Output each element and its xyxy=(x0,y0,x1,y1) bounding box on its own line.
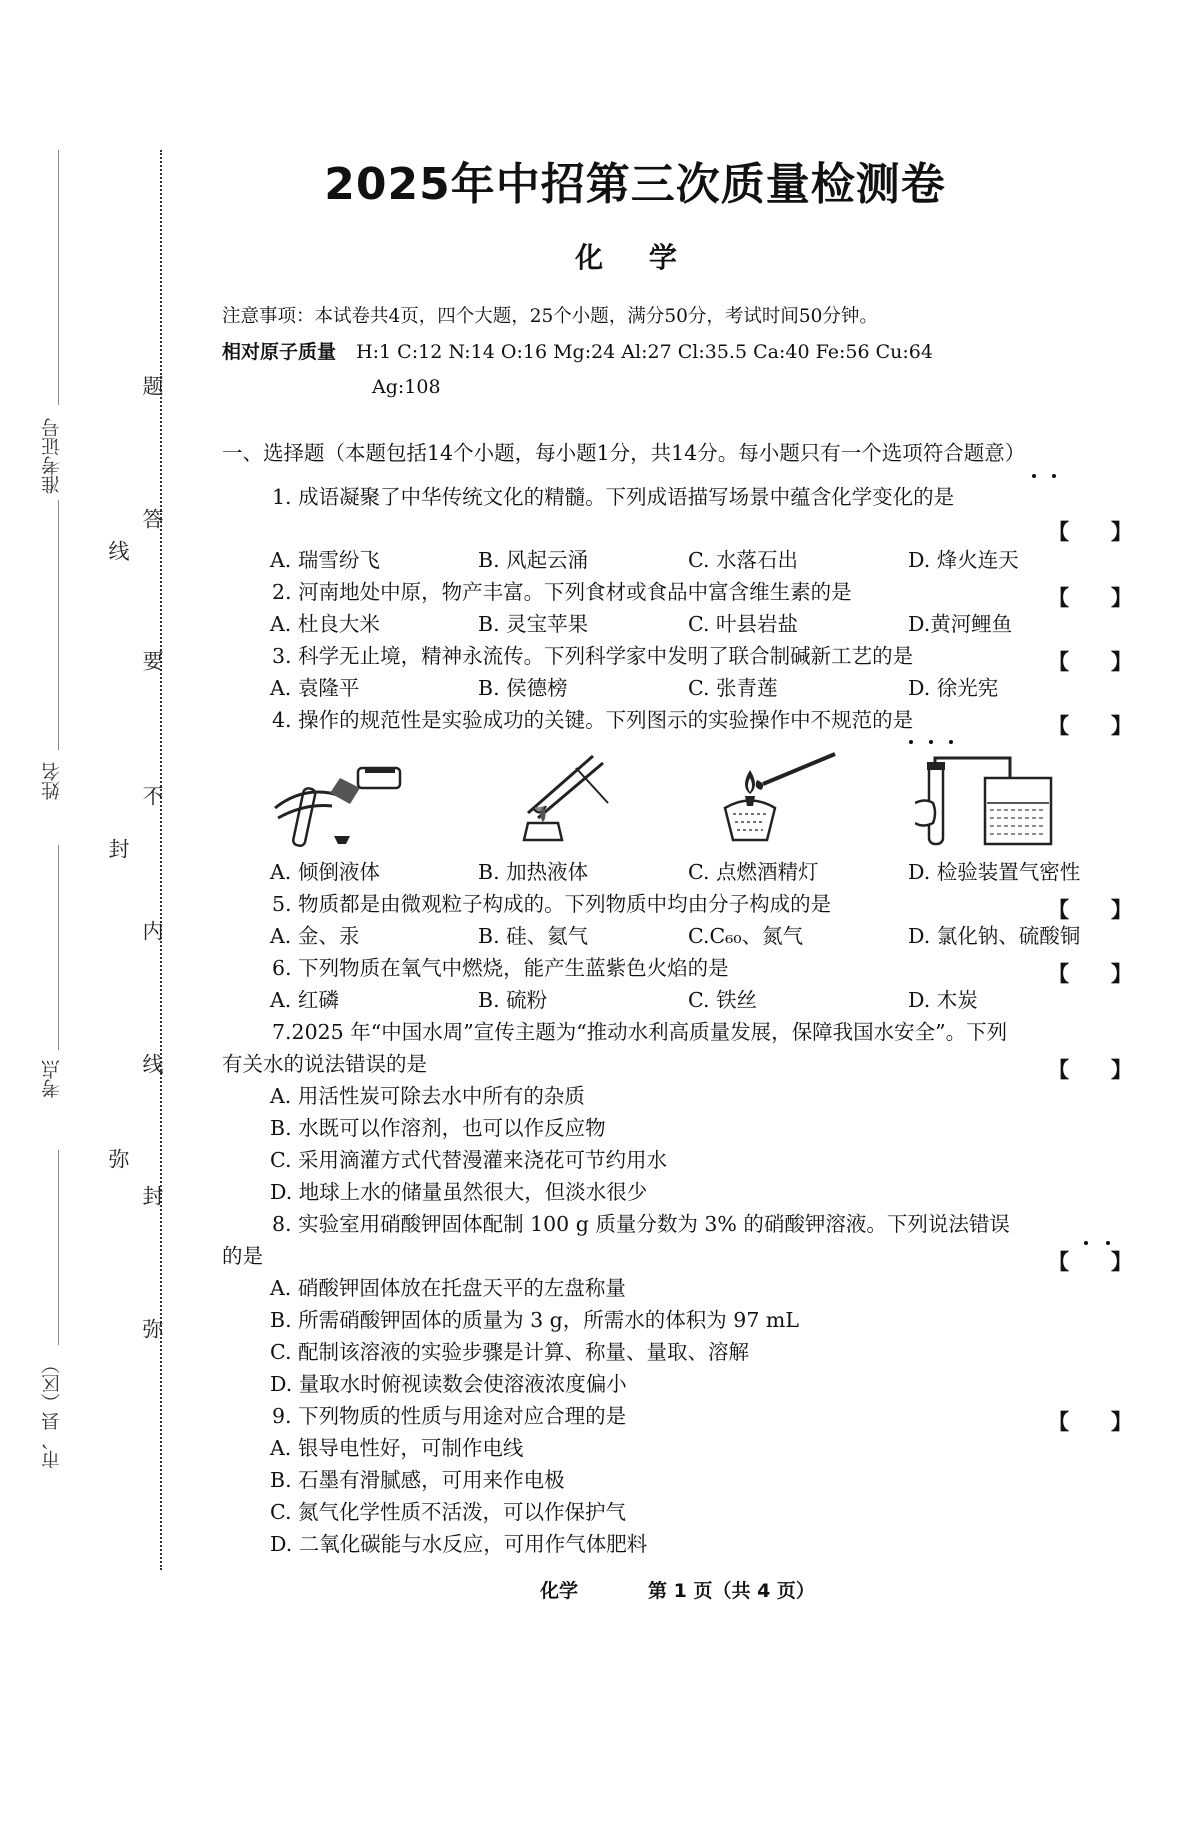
q2-option-c: C. 叶县岩盐 xyxy=(688,612,798,636)
atomic-mass-label: 相对原子质量 xyxy=(222,341,337,363)
answer-bracket-6[interactable]: 【 】 xyxy=(1048,962,1132,986)
field-name-label: 姓名 xyxy=(41,762,63,800)
atomic-mass-values: H:1 C:12 N:14 O:16 Mg:24 Al:27 Cl:35.5 Ca:40 Fe:56 Cu:64 xyxy=(356,341,933,363)
lighting-alcohol-lamp-illustration xyxy=(695,748,845,848)
seal-mark-outer: 线 xyxy=(106,540,130,561)
q7-option-b: B. 水既可以作溶剂，也可以作反应物 xyxy=(270,1116,606,1140)
q4-option-a: A. 倾倒液体 xyxy=(270,860,380,884)
question-2-stem: 2. 河南地处中原，物产丰富。下列食材或食品中富含维生素的是 xyxy=(272,580,852,604)
q8-option-c: C. 配制该溶液的实验步骤是计算、称量、量取、溶解 xyxy=(270,1340,749,1364)
seal-mark-outer: 封 xyxy=(106,838,130,859)
question-7-stem-line2: 有关水的说法错误的是 xyxy=(222,1052,427,1076)
footer-page-number: 第 1 页（共 4 页） xyxy=(648,1580,815,1602)
q1-option-d: D. 烽火连天 xyxy=(908,548,1019,572)
emphasis-dot xyxy=(929,740,933,744)
q1-option-c: C. 水落石出 xyxy=(688,548,798,572)
seal-mark: 内 xyxy=(140,920,164,941)
answer-bracket-3[interactable]: 【 】 xyxy=(1048,650,1132,674)
q3-option-d: D. 徐光宪 xyxy=(908,676,999,700)
answer-bracket-7[interactable]: 【 】 xyxy=(1048,1058,1132,1082)
q9-option-a: A. 银导电性好，可制作电线 xyxy=(270,1436,524,1460)
seal-mark-outer: 弥 xyxy=(106,1148,130,1169)
question-1-stem: 1. 成语凝聚了中华传统文化的精髓。下列成语描写场景中蕴含化学变化的是 xyxy=(272,485,955,509)
q8-option-d: D. 量取水时俯视读数会使溶液浓度偏小 xyxy=(270,1372,627,1396)
q1-option-a: A. 瑞雪纷飞 xyxy=(270,548,380,572)
q4-option-b: B. 加热液体 xyxy=(478,860,589,884)
q9-option-c: C. 氮气化学性质不活泼，可以作保护气 xyxy=(270,1500,626,1524)
q1-option-b: B. 风起云涌 xyxy=(478,548,589,572)
field-city-county-line[interactable] xyxy=(58,1150,59,1345)
question-4-stem: 4. 操作的规范性是实验成功的关键。下列图示的实验操作中不规范的是 xyxy=(272,708,914,732)
field-exam-number-label: 准考证号 xyxy=(41,418,63,494)
q2-option-d: D.黄河鲤鱼 xyxy=(908,612,1013,636)
exam-notice xyxy=(222,308,878,327)
field-name-line[interactable] xyxy=(58,500,59,750)
exam-notice-text: 注意事项：本试卷共4页，四个大题，25个小题，满分50分，考试时间50分钟。 xyxy=(222,306,878,327)
q6-option-b: B. 硫粉 xyxy=(478,988,548,1012)
q6-option-c: C. 铁丝 xyxy=(688,988,757,1012)
q9-option-d: D. 二氧化碳能与水反应，可用作气体肥料 xyxy=(270,1532,648,1556)
q5-option-a: A. 金、汞 xyxy=(270,924,360,948)
field-exam-site-label: 考点 xyxy=(41,1060,63,1098)
seal-mark: 要 xyxy=(140,650,164,671)
answer-bracket-1[interactable]: 【 】 xyxy=(1048,520,1132,544)
q6-option-a: A. 红磷 xyxy=(270,988,339,1012)
q5-option-c: C.C₆₀、氮气 xyxy=(688,924,804,948)
seal-mark: 答 xyxy=(140,508,164,529)
q7-option-c: C. 采用滴灌方式代替漫灌来浇花可节约用水 xyxy=(270,1148,667,1172)
question-5-stem: 5. 物质都是由微观粒子构成的。下列物质中均由分子构成的是 xyxy=(272,892,832,916)
question-7-stem-line1: 7.2025 年“中国水周”宣传主题为“推动水利高质量发展，保障我国水安全”。下列 xyxy=(272,1020,1008,1044)
question-8-stem-line1: 8. 实验室用硝酸钾固体配制 100 g 质量分数为 3% 的硝酸钾溶液。下列说法错误 xyxy=(272,1212,1010,1236)
emphasis-dot xyxy=(909,740,913,744)
q2-option-a: A. 杜良大米 xyxy=(270,612,380,636)
q4-option-c: C. 点燃酒精灯 xyxy=(688,860,819,884)
field-city-county-label: 市、县（区） xyxy=(41,1355,63,1469)
subject-title: 化 学 xyxy=(575,241,695,274)
answer-bracket-2[interactable]: 【 】 xyxy=(1048,586,1132,610)
question-6-stem: 6. 下列物质在氧气中燃烧，能产生蓝紫色火焰的是 xyxy=(272,956,729,980)
emphasis-dot xyxy=(1106,1241,1110,1245)
q8-option-a: A. 硝酸钾固体放在托盘天平的左盘称量 xyxy=(270,1276,626,1300)
seal-mark: 弥 xyxy=(140,1318,164,1339)
q2-option-b: B. 灵宝苹果 xyxy=(478,612,589,636)
q3-option-b: B. 侯德榜 xyxy=(478,676,568,700)
q4-option-d: D. 检验装置气密性 xyxy=(908,860,1081,884)
q3-option-c: C. 张青莲 xyxy=(688,676,778,700)
airtightness-test-illustration xyxy=(915,748,1075,848)
atomic-mass-row xyxy=(222,343,933,362)
question-9-stem: 9. 下列物质的性质与用途对应合理的是 xyxy=(272,1404,627,1428)
heating-liquid-illustration xyxy=(488,748,628,848)
q5-option-b: B. 硅、氦气 xyxy=(478,924,589,948)
field-exam-site-line[interactable] xyxy=(58,845,59,1050)
q8-option-b: B. 所需硝酸钾固体的质量为 3 g，所需水的体积为 97 mL xyxy=(270,1308,799,1332)
q7-option-a: A. 用活性炭可除去水中所有的杂质 xyxy=(270,1084,585,1108)
answer-bracket-9[interactable]: 【 】 xyxy=(1048,1410,1132,1434)
seal-mark: 封 xyxy=(140,1185,164,1206)
question-3-stem: 3. 科学无止境，精神永流传。下列科学家中发明了联合制碱新工艺的是 xyxy=(272,644,914,668)
emphasis-dot xyxy=(949,740,953,744)
q9-option-b: B. 石墨有滑腻感，可用来作电极 xyxy=(270,1468,565,1492)
seal-mark: 线 xyxy=(140,1053,164,1074)
exam-title: 2025年中招第三次质量检测卷 xyxy=(324,159,946,210)
answer-bracket-8[interactable]: 【 】 xyxy=(1048,1250,1132,1274)
question-8-stem-line2: 的是 xyxy=(222,1244,263,1268)
q3-option-a: A. 袁隆平 xyxy=(270,676,360,700)
section-heading: 一、选择题（本题包括14个小题，每小题1分，共14分。每小题只有一个选项符合题意） xyxy=(222,441,1026,465)
pouring-liquid-illustration xyxy=(270,748,440,848)
emphasis-dot xyxy=(1032,474,1036,478)
seal-mark: 不 xyxy=(140,785,164,806)
seal-mark: 题 xyxy=(140,375,164,396)
q6-option-d: D. 木炭 xyxy=(908,988,978,1012)
answer-bracket-4[interactable]: 【 】 xyxy=(1048,714,1132,738)
q5-option-d: D. 氯化钠、硫酸铜 xyxy=(908,924,1081,948)
footer-subject: 化学 xyxy=(540,1580,579,1602)
emphasis-dot xyxy=(1052,474,1056,478)
emphasis-dot xyxy=(1084,1241,1088,1245)
atomic-mass-values-2: Ag:108 xyxy=(372,376,441,398)
answer-bracket-5[interactable]: 【 】 xyxy=(1048,898,1132,922)
q7-option-d: D. 地球上水的储量虽然很大，但淡水很少 xyxy=(270,1180,648,1204)
binding-dotted-line xyxy=(160,150,162,1570)
